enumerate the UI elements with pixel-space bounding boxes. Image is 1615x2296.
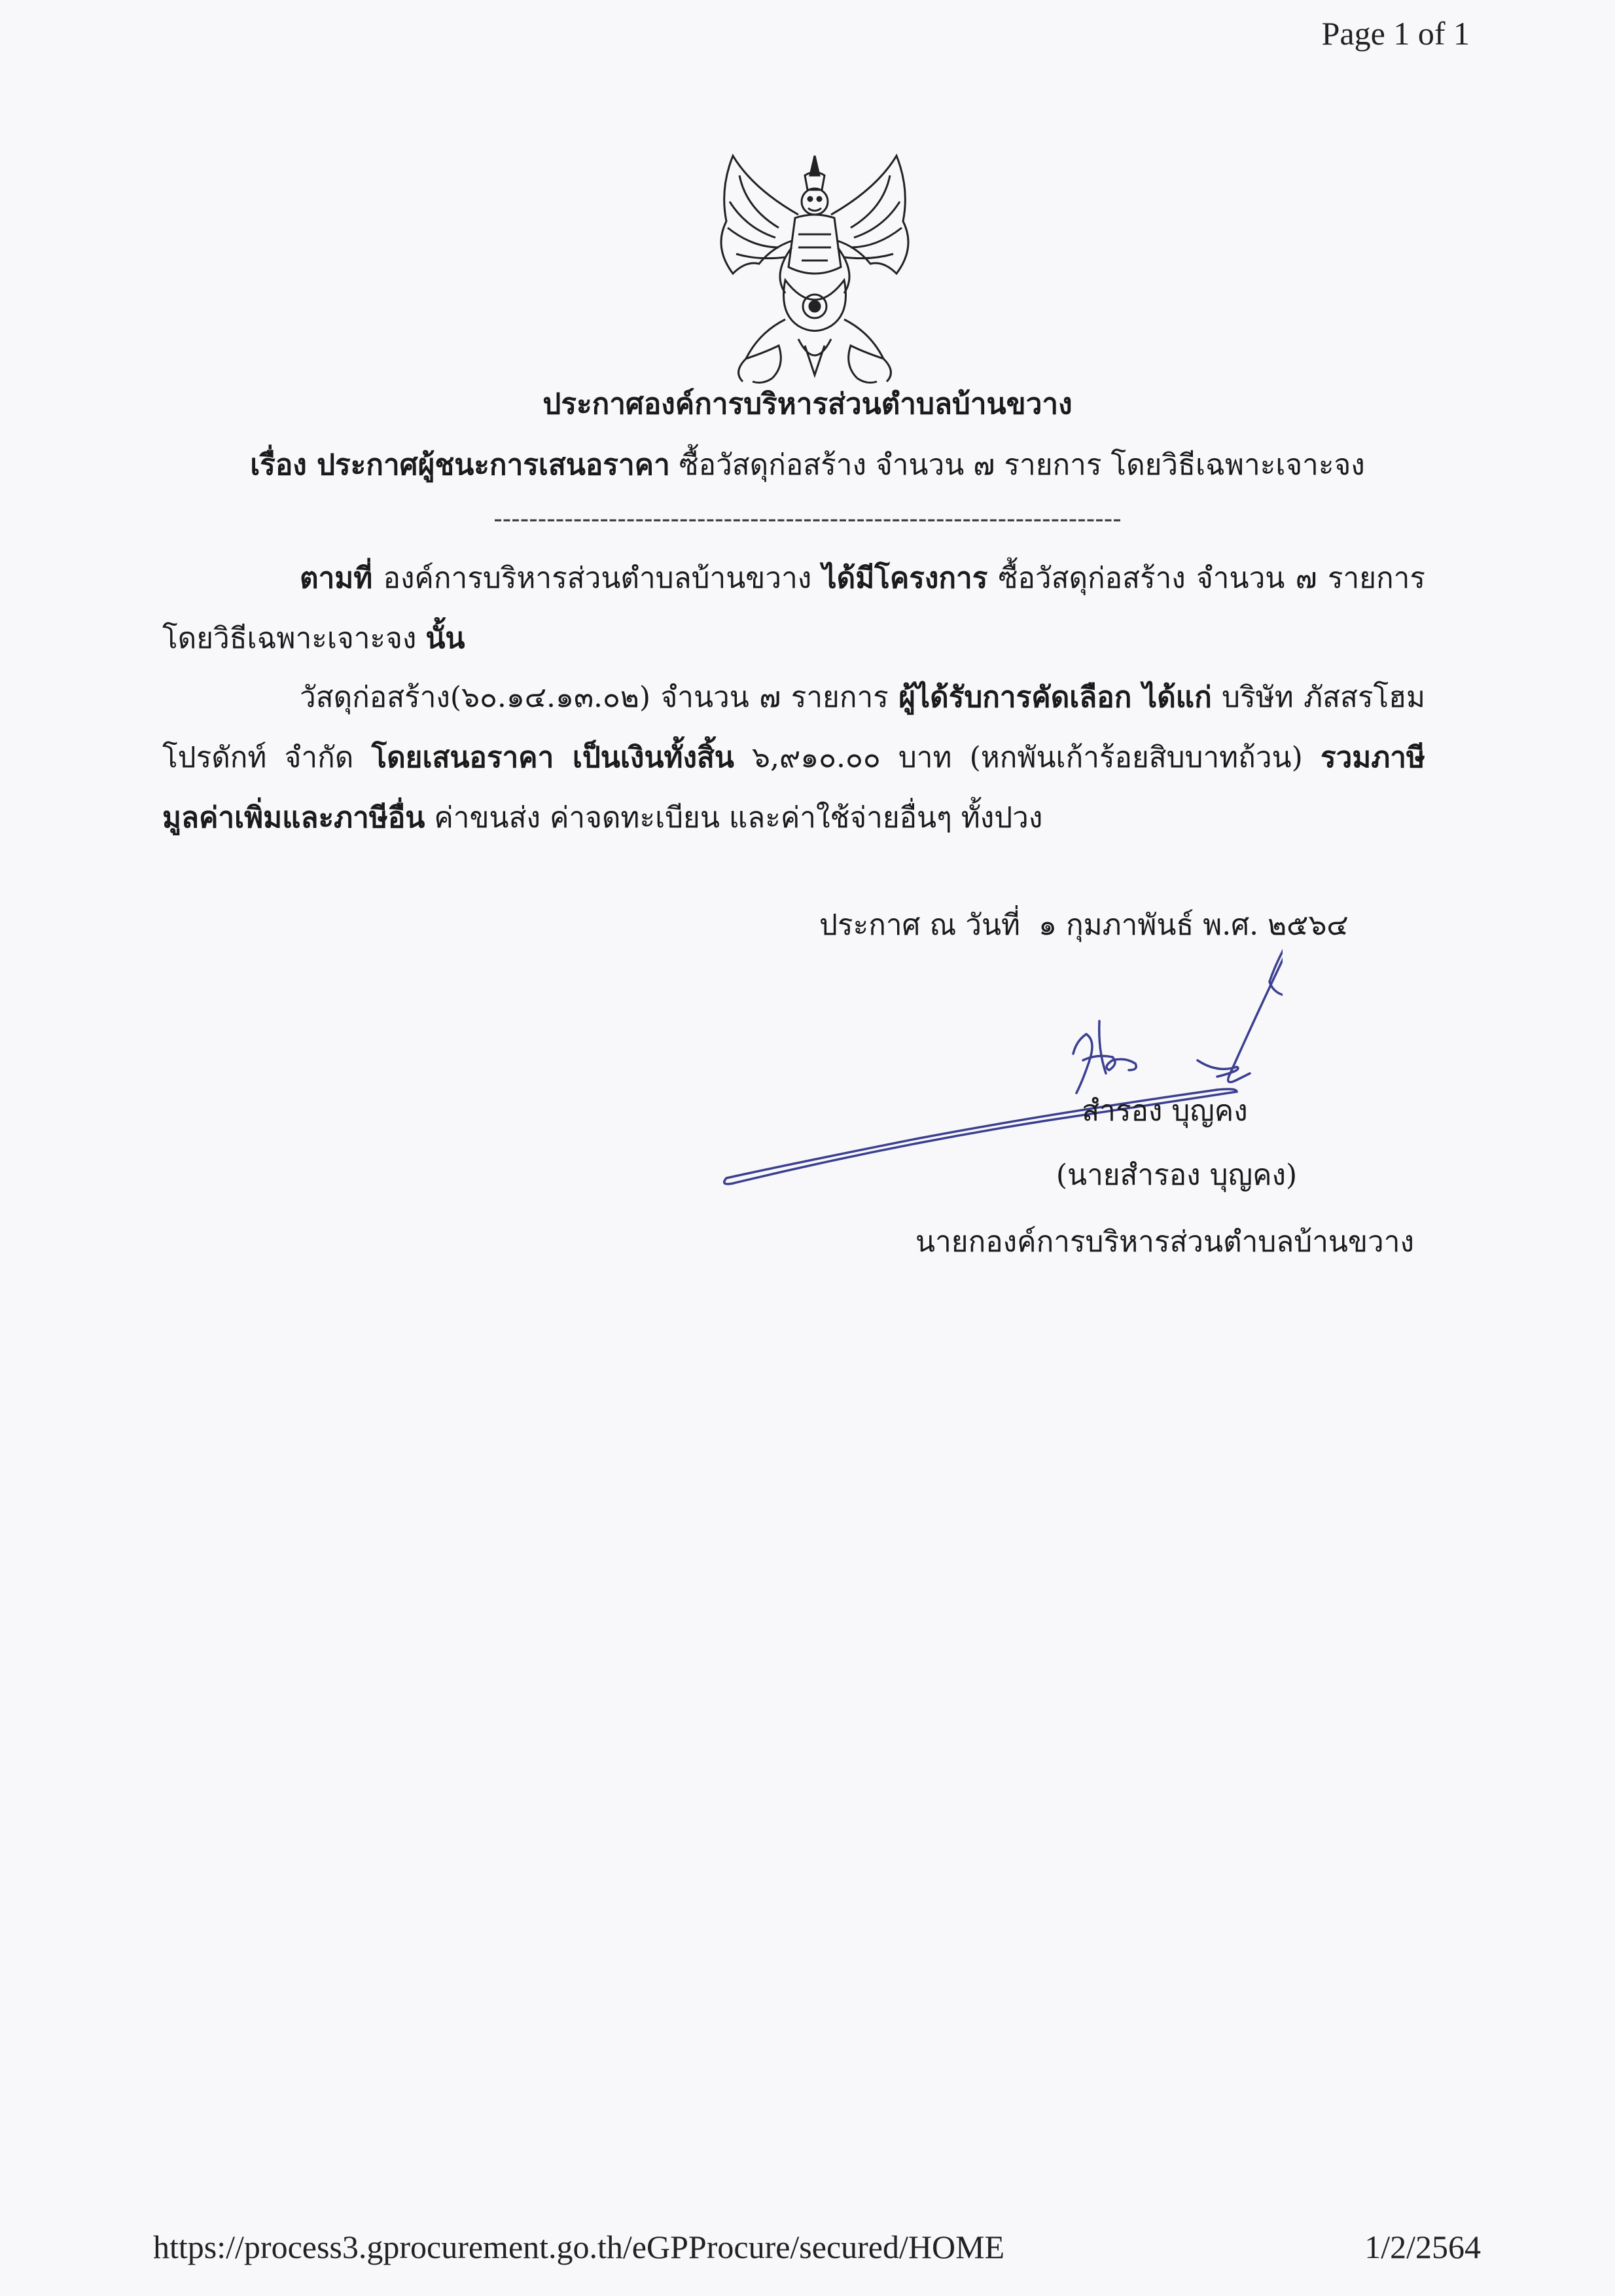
p2-bold-1: ผู้ได้รับการคัดเลือก ได้แก่	[898, 681, 1212, 714]
announcement-date	[819, 902, 1349, 948]
page-indicator: Page 1 of 1	[1321, 15, 1470, 52]
signature-name: สำรอง บุญคง	[1082, 1094, 1248, 1128]
p1-bold-3: นั้น	[425, 622, 465, 655]
p1-text-1: องค์การบริหารส่วนตำบลบ้านขวาง	[372, 562, 823, 595]
p1-text-2: ซื้อวัสดุก่อสร้าง จำนวน ๗ รายการ โดยวิธีเฉพาะเจาะจง	[162, 562, 1425, 655]
paragraph-2	[162, 668, 1425, 848]
date-value: ๑ กุมภาพันธ์ พ.ศ. ๒๕๖๔	[1038, 908, 1349, 942]
p2-text-4: ค่าขนส่ง ค่าจดทะเบียน และค่าใช้จ่ายอื่นๆ ทั้งปวง	[425, 801, 1043, 834]
p1-bold-2: ได้มีโครงการ	[822, 562, 988, 595]
date-label: ประกาศ ณ วันที่	[819, 908, 1021, 942]
garuda-emblem-icon	[707, 149, 923, 386]
p1-bold-1: ตามที่	[300, 562, 373, 595]
divider: -----------------------------------------------------------------------	[493, 504, 1122, 534]
p2-text-1: วัสดุก่อสร้าง(๖๐.๑๔.๑๓.๐๒) จำนวน ๗ รายการ	[300, 681, 899, 714]
p2-bold-2: โดยเสนอราคา เป็นเงินทั้งสิ้น	[371, 741, 734, 774]
signature-full-name: (นายสำรอง บุญคง)	[1056, 1158, 1298, 1192]
p2-bold-3: รวมภาษีมูลค่าเพิ่มและภาษีอื่น	[162, 741, 1425, 834]
organization-title: ประกาศองค์การบริหารส่วนตำบลบ้านขวาง	[542, 387, 1073, 421]
subject-rest: ซื้อวัสดุก่อสร้าง จำนวน ๗ รายการ โดยวิธีเฉพาะเจาะจง	[669, 448, 1365, 482]
subject-line	[0, 442, 1615, 488]
signature-position: นายกองค์การบริหารส่วนตำบลบ้านขวาง	[915, 1225, 1414, 1259]
p2-text-2: บริษัท ภัสสรโฮมโปรดักท์ จำกัด	[162, 681, 1426, 774]
paragraph-1	[162, 548, 1425, 669]
footer-url: https://process3.gprocurement.go.th/eGPProcure/secured/HOME	[153, 2229, 1005, 2265]
p2-text-3: ๖,๙๑๐.๐๐ บาท (หกพันเก้าร้อยสิบบาทถ้วน)	[734, 741, 1321, 774]
footer-date: 1/2/2564	[1364, 2229, 1481, 2265]
subject-prefix: เรื่อง ประกาศผู้ชนะการเสนอราคา	[250, 448, 670, 482]
